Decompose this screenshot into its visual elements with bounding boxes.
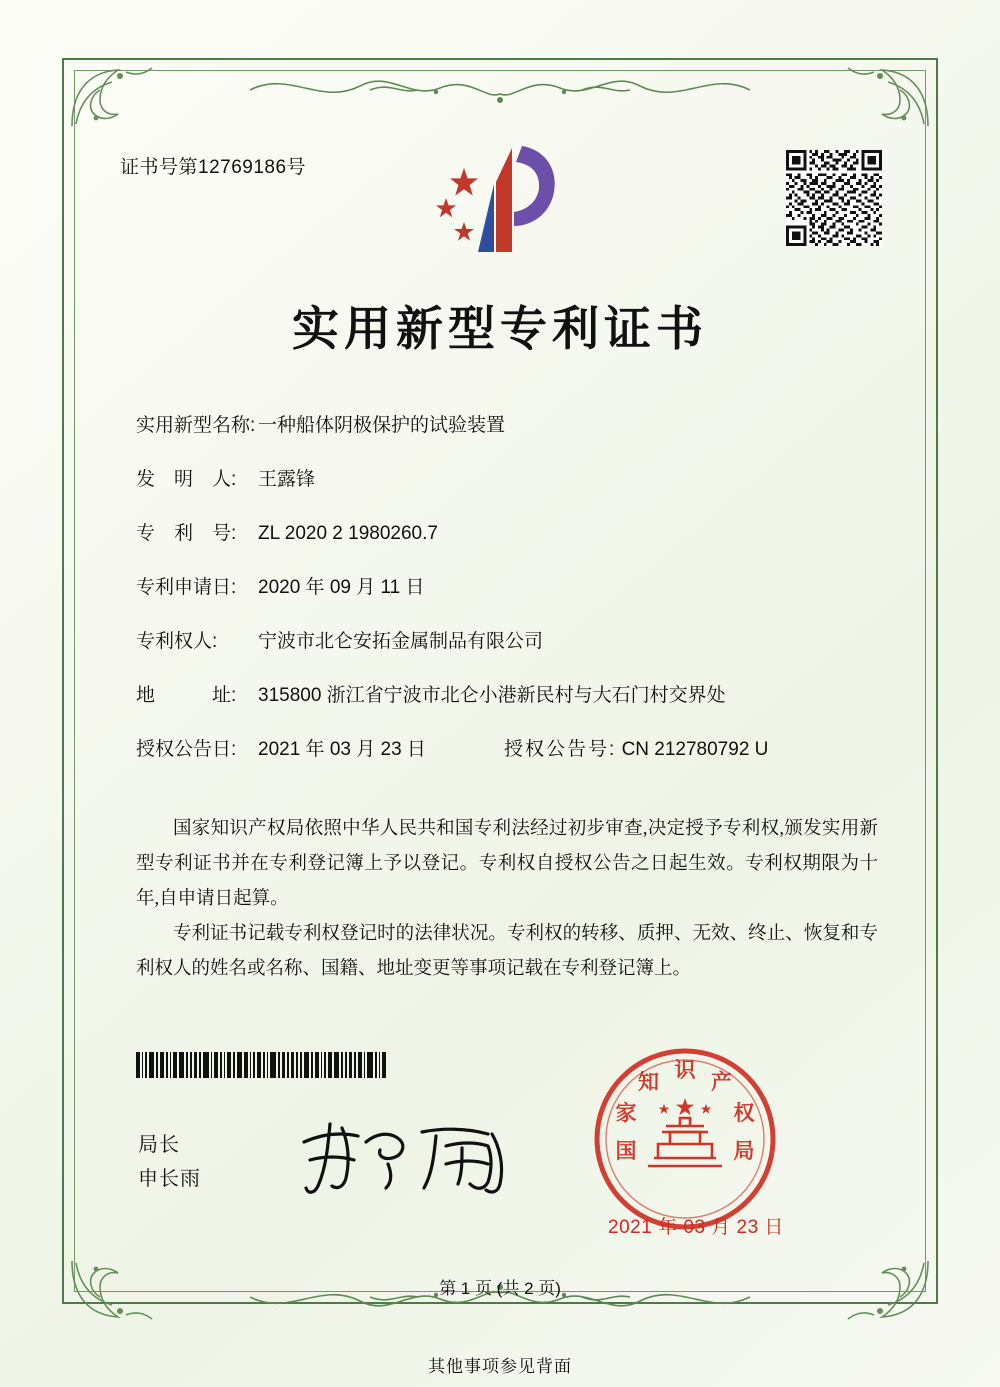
page-number: 第 1 页 (共 2 页) (439, 1279, 561, 1298)
director-name: 申长雨 (138, 1168, 201, 1190)
seal-date: 2021 年 03 月 23 日 (608, 1217, 784, 1238)
field-label: 授权公告日: (136, 739, 237, 760)
field-label: 地 址: (136, 685, 237, 706)
legal-paragraph-1 (136, 812, 878, 917)
field-label: 专利权人: (136, 631, 218, 652)
signature-block (138, 1128, 201, 1196)
footer-note: 其他事项参见背面 (428, 1357, 572, 1376)
field-inventor (136, 466, 876, 520)
svg-text:识: 识 (674, 1058, 696, 1082)
svg-text:知: 知 (638, 1069, 660, 1094)
paragraph-text: 国家知识产权局依照中华人民共和国专利法经过初步审查,决定授予专利权,颁发实用新型专利证书并在专利登记簿上予以登记。专利权自授权公告之日起生效。专利权期限为十年,自申请日起算。 (136, 819, 878, 909)
paragraph-text: 专利证书记载专利权登记时的法律状况。专利权的转移、质押、无效、终止、恢复和专利权人的姓名或名称、国籍、地址变更等事项记载在专利登记簿上。 (136, 924, 878, 979)
director-title: 局长 (138, 1134, 180, 1156)
legal-paragraph-2 (136, 917, 878, 987)
field-value: 315800 浙江省宁波市北仑小港新民村与大石门村交界处 (258, 685, 726, 706)
field-grant-announcement-number (504, 736, 768, 764)
svg-text:国: 国 (615, 1139, 637, 1164)
field-label: 发 明 人: (136, 469, 237, 490)
field-value: ZL 2020 2 1980260.7 (258, 523, 438, 544)
official-seal (592, 1046, 778, 1232)
field-value: 一种船体阴极保护的试验装置 (258, 415, 506, 436)
page-title: 实用新型专利证书 (292, 302, 708, 357)
field-application-date (136, 574, 876, 628)
field-value: CN 212780792 U (621, 739, 769, 760)
field-label: 实用新型名称: (136, 415, 256, 436)
field-value: 2021 年 03 月 23 日 (258, 739, 426, 760)
field-value: 宁波市北仑安拓金属制品有限公司 (258, 631, 544, 652)
field-utility-model-name (136, 412, 876, 466)
top-ornament-icon (250, 60, 750, 112)
field-value: 2020 年 09 月 11 日 (258, 577, 425, 598)
field-label: 授权公告号: (504, 739, 617, 760)
corner-ornament-icon (66, 62, 158, 132)
qr-code-icon (786, 150, 882, 246)
certificate-fields (136, 412, 876, 790)
svg-text:权: 权 (733, 1100, 755, 1125)
svg-text:家: 家 (615, 1100, 637, 1125)
field-patent-number (136, 520, 876, 574)
svg-text:局: 局 (733, 1139, 755, 1164)
field-label: 专 利 号: (136, 523, 237, 544)
corner-ornament-icon (842, 62, 934, 132)
field-address (136, 682, 876, 736)
barcode (136, 1052, 388, 1078)
handwritten-signature-icon (296, 1112, 526, 1202)
field-grant-announcement (136, 736, 876, 790)
field-patentee (136, 628, 876, 682)
cnipa-logo-icon (434, 140, 574, 270)
field-value: 王露锋 (258, 469, 316, 490)
svg-text:产: 产 (710, 1069, 732, 1094)
field-label: 专利申请日: (136, 577, 237, 598)
certificate-number: 证书号第12769186号 (120, 157, 307, 178)
